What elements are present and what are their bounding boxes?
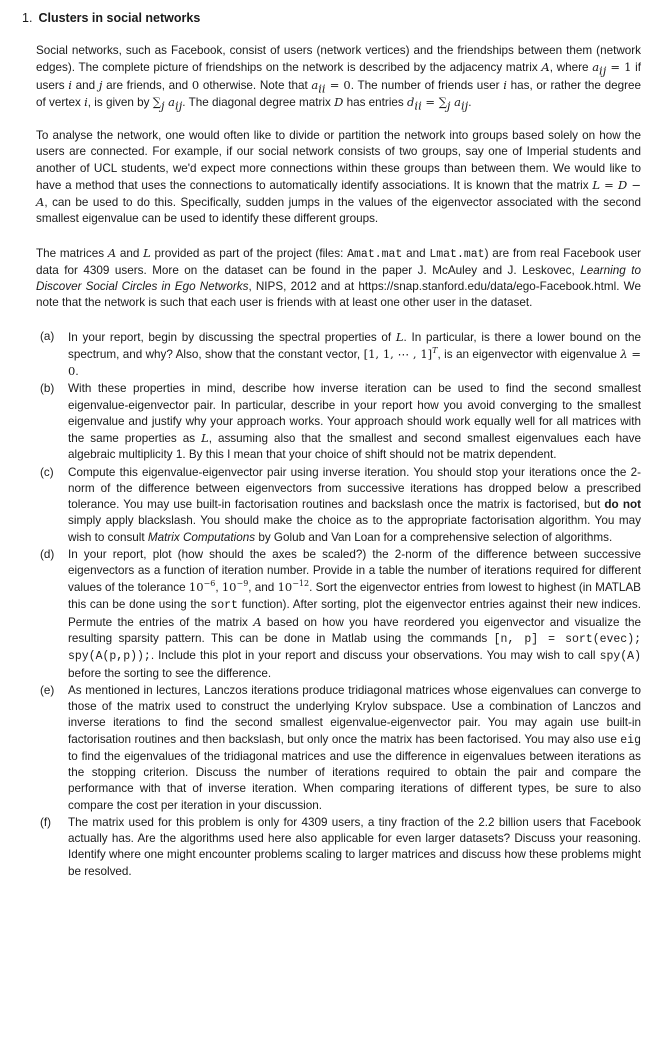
paragraph-dataset: The matrices A and L provided as part of the project (files: Amat.mat and Lmat.mat) are from real Facebook user data for 4309 users. More on the dataset can be found in the paper J. McAuley and J. Leskovec, Learning to Discover Social Circles in Ego Networks, NIPS, 2012 and at https://snap.stanford.edu/data/ego-Facebook.html. We note that the network is such that each user is friends with at least one other user in the dataset. (36, 245, 642, 310)
math: = 1 (606, 60, 632, 75)
math: A (36, 195, 45, 209)
math: j (98, 77, 103, 92)
bold-text: do not (604, 498, 641, 511)
math: i (84, 94, 88, 109)
math: L (201, 431, 209, 445)
code: Amat.mat (347, 247, 403, 261)
task-text: As mentioned in lectures, Lanczos iterations produce tridiagonal matrices whose eigenvalues can converge to those of the matrix used to construct the underlying Krylov subspace. Use a combination of Lanczos and inverse iterations to find the second smallest eigenvalue-eigenvector pair. You may again use built-in factorisation routines and then backslash, but only once the matrix has been factorised. You may also use eig to find the eigenvalues of the tridiagonal matrices and use the difference in eigenvalues between iterations as the stopping criterion. Discuss the number of iterations required to obtain the pair and compare the performance with that of inverse iteration. When comparing iterations of different types, be sure to also compare the cost per iteration in your discussion. (68, 683, 641, 812)
task-label: (c) (40, 465, 54, 479)
math: = 0 (325, 77, 351, 92)
task-item-a (36, 329, 641, 381)
task-list (36, 329, 641, 880)
math: $10^{-6}$ (188, 579, 216, 595)
math: L (143, 245, 151, 260)
task-item-e (36, 683, 641, 814)
paragraph-partitioning: To analyse the network, one would often like to divide or partition the network into groups based solely on how the users are connected. For example, if our social network consists of two groups, say one of Imperial students and another of UCL students, we'd expect more connections within these groups than between them. We would like to have a method that uses the connections to automatically identify associations. It is known that the matrix L = D − A, can be used to do this. Specifically, sudden jumps in the values of the eigenvector associated with the second smallest eigenvalue can be used to identify these different groups. (36, 129, 641, 226)
paragraph-intro: Social networks, such as Facebook, consist of users (network vertices) and the friendships between them (network edges). The complete picture of friendships on the network is described by the adjacency matrix A, where $a_{ij} = 1$ if users i and j are friends, and 0 otherwise. Note that $a_{ii} = 0$. The number of friends user i has, or rather the degree of vertex i, is given by $\sum_j$ $a_{ij}$. The diagonal degree matrix D has entries $d_{ii} = \sum_j$ $a_{ij}$. (36, 44, 641, 113)
math: [1, 1, ⋯ , 1] (363, 346, 433, 361)
code: [n, p] = sort(evec); spy(A(p,p)); (68, 633, 642, 664)
math: $a_{ii}$ (311, 77, 326, 95)
task-text: In your report, plot (how should the axes be scaled?) the 2-norm of the difference between successive eigenvectors as a function of iteration number. Provide in a table the number of iterations required for different values of the tolerance $10^{-6}$, $10^{-9}$, and $10^{-12}$. Sort the eigenvector entries from lowest to highest (in MATLAB this can be done using the sort function). After sorting, plot the eigenvector entries against their new indices. Permute the entries of the matrix A based on how you have reordered you eigenvector and visualize the resulting sparsity pattern. This can be done in Matlab using the commands [n, p] = sort(evec); spy(A(p,p));. Include this plot in your report and discuss your observations. You may wish to call spy(A) before the sorting to see the difference. (68, 547, 642, 680)
task-text: In your report, begin by discussing the spectral properties of L. In particular, is there a lower bound on the spectrum, and why? Also, show that the constant vector, [1, 1, ⋯ , 1]$^T$, is an eigenvector with eigenvalue λ = 0. (68, 329, 641, 378)
math: i (503, 77, 507, 92)
math: A (541, 60, 550, 75)
math: i (68, 77, 72, 92)
math: λ (620, 346, 628, 361)
math: = $\sum_j$ (421, 94, 451, 113)
code: spy(A) (599, 650, 641, 664)
math: A (253, 614, 262, 629)
task-label: (b) (40, 382, 55, 396)
code: eig (620, 733, 641, 747)
math: L (395, 329, 404, 344)
task-text: With these properties in mind, describe how inverse iteration can be used to find the second smallest eigenvalue-eigenvector pair. In particular, describe in your report how you avoid converging to the smallest eigenvalue and justify why your approach works. Your approach should work equally well for all matrices with the same properties as L, assuming also that the smallest and second smallest eigenvalues each have algebraic multiplicity 1. By this I mean that your choice of shift should not be matrix dependent. (68, 382, 641, 462)
task-item-f (36, 815, 641, 880)
task-item-d (36, 547, 641, 682)
code: Lmat.mat (429, 247, 485, 261)
math: D (334, 94, 344, 109)
math: $\sum_j$ (152, 94, 165, 113)
italic-text: Matrix Computations (147, 530, 256, 544)
math: $a_{ij}$ (592, 60, 607, 78)
task-label: (d) (40, 547, 55, 561)
math: 0 (191, 77, 200, 92)
section-title: Clusters in social networks (38, 11, 201, 25)
code: sort (210, 598, 238, 612)
math: = 0 (68, 346, 641, 378)
task-item-c (36, 465, 641, 546)
math: $d_{ii}$ (407, 94, 422, 113)
math: D (617, 177, 628, 192)
task-label: (a) (40, 329, 55, 343)
task-label: (e) (40, 683, 55, 697)
math: $a_{ij}$ (164, 94, 183, 113)
task-text: Compute this eigenvalue-eigenvector pair using inverse iteration. You should stop your iterations once the 2-norm of the difference between eigenvectors from successive iterations has dropped below a prescribed tolerance. You may use built-in factorisation routines and backslash once the matrix is factorised, but do not simply apply blackslash. You should make the choice as to the appropriate factorisation algorithm. You may wish to consult Matrix Computations by Golub and Van Loan for a comprehensive selection of algorithms. (68, 465, 641, 544)
math: T (432, 345, 438, 355)
math: $a_{ij}$ (450, 94, 469, 113)
task-text: The matrix used for this problem is only for 4309 users, a tiny fraction of the 2.2 billion users that Facebook actually has. Are the algorithms used here also applicable for even larger datasets? Discuss your reasoning. Identify where one might encounter problems scaling to larger matrices and discuss how these problems might be resolved. (68, 815, 641, 878)
section-number: 1. (22, 11, 33, 25)
math: $10^{-9}$ (221, 579, 249, 595)
math: = (599, 177, 618, 192)
math: A (107, 245, 117, 260)
section-heading (22, 10, 641, 26)
math: $10^{-12}$ (277, 579, 310, 595)
italic-text: Learning to Discover Social Circles in Ego Networks (36, 263, 641, 293)
task-item-b (36, 381, 641, 463)
task-label: (f) (40, 815, 52, 829)
math: L (592, 177, 600, 192)
math: − (627, 177, 641, 192)
